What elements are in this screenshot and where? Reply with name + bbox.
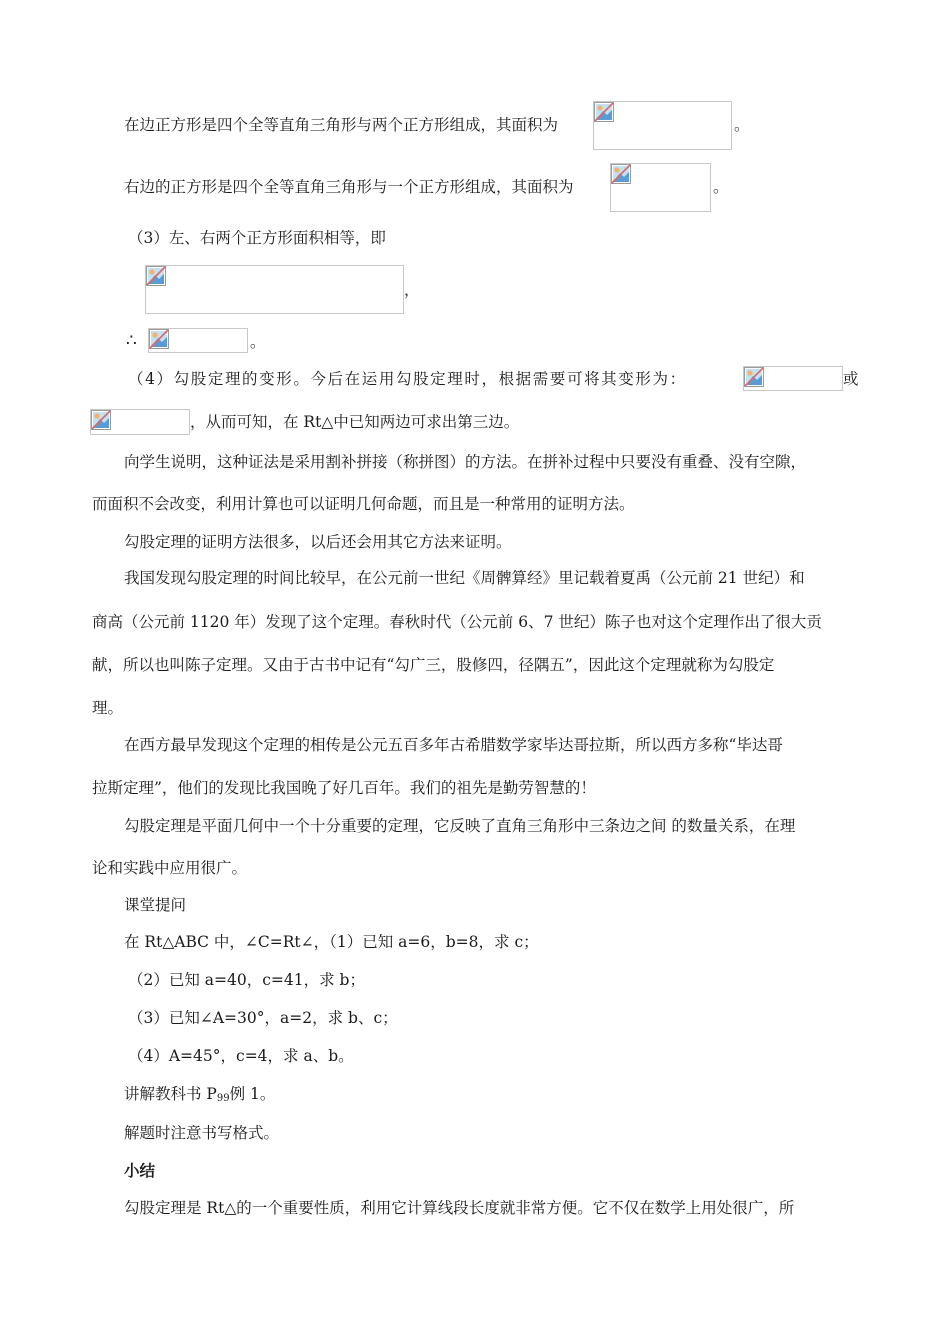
summary-line: 勾股定理是 Rt△的一个重要性质，利用它计算线段长度就非常方便。它不仅在数学上用处很广，所	[124, 1199, 795, 1217]
broken-image-icon	[149, 329, 169, 349]
question-line: （2）已知 a=40，c=41，求 b；	[128, 971, 365, 989]
text-line: （3）左、右两个正方形面积相等，即	[128, 229, 386, 247]
paragraph-line: 勾股定理是平面几何中一个十分重要的定理，它反映了直角三角形中三条边之间 的数量关系，在理	[124, 817, 796, 835]
text-line: 右边的正方形是四个全等直角三角形与一个正方形组成，其面积为	[124, 178, 574, 196]
paragraph-line: 献，所以也叫陈子定理。又由于古书中记有“勾广三，股修四，径隅五”，因此这个定理就称为勾股定	[92, 656, 775, 674]
formula-image	[90, 409, 190, 435]
formula-image	[593, 101, 732, 150]
broken-image-icon	[744, 367, 764, 387]
broken-image-icon	[611, 164, 631, 184]
therefore-symbol: ∴	[126, 331, 137, 351]
example-line	[124, 1082, 275, 1111]
formula-image	[148, 328, 248, 353]
period: 。	[713, 178, 729, 196]
text-line: （4）勾股定理的变形。今后在运用勾股定理时，根据需要可将其变形为：	[128, 370, 687, 388]
paragraph-line: 而面积不会改变，利用计算也可以证明几何命题，而且是一种常用的证明方法。	[92, 495, 635, 513]
question-line: （3）已知∠A=30°，a=2，求 b、c；	[128, 1009, 398, 1027]
period: 。	[250, 333, 266, 351]
note-line: 解题时注意书写格式。	[124, 1124, 280, 1142]
paragraph-line: 勾股定理的证明方法很多，以后还会用其它方法来证明。	[124, 533, 512, 551]
comma: ，	[404, 281, 420, 299]
broken-image-icon	[91, 410, 111, 430]
question-line: 在 Rt△ABC 中，∠C=Rt∠，（1）已知 a=6，b=8，求 c；	[124, 933, 539, 951]
formula-image	[145, 265, 404, 314]
text-line: 在边正方形是四个全等直角三角形与两个正方形组成，其面积为	[124, 116, 559, 134]
paragraph-line: 理。	[92, 699, 124, 717]
paragraph-line: 商高（公元前 1120 年）发现了这个定理。春秋时代（公元前 6、7 世纪）陈子也对这个定理作出了很大贡	[92, 613, 822, 631]
paragraph-line: 我国发现勾股定理的时间比较早，在公元前一世纪《周髀算经》里记载着夏禹（公元前 21 世纪）和	[124, 569, 805, 587]
period: 。	[734, 116, 750, 134]
page-subscript: 99	[216, 1093, 230, 1104]
paragraph-line: 在西方最早发现这个定理的相传是公元五百多年古希腊数学家毕达哥拉斯，所以西方多称“毕达哥	[124, 736, 783, 754]
paragraph-line: 论和实践中应用很广。	[92, 859, 248, 877]
paragraph-line: 拉斯定理”，他们的发现比我国晚了好几百年。我们的祖先是勤劳智慧的！	[92, 779, 596, 797]
text-or: 或	[843, 370, 859, 388]
question-line: （4）A=45°，c=4，求 a、b。	[128, 1047, 354, 1065]
example-text: 讲解教科书 P	[124, 1085, 217, 1103]
section-heading: 课堂提问	[124, 896, 187, 914]
paragraph-line: 向学生说明，这种证法是采用割补拼接（称拼图）的方法。在拼补过程中只要没有重叠、没有空隙，	[124, 453, 807, 471]
formula-image	[610, 163, 711, 212]
broken-image-icon	[594, 102, 614, 122]
formula-image	[743, 366, 843, 391]
broken-image-icon	[146, 266, 166, 286]
summary-heading: 小结	[124, 1161, 156, 1180]
text-line: ，从而可知，在 Rt△中已知两边可求出第三边。	[190, 413, 520, 431]
example-text: 例 1。	[229, 1085, 276, 1103]
